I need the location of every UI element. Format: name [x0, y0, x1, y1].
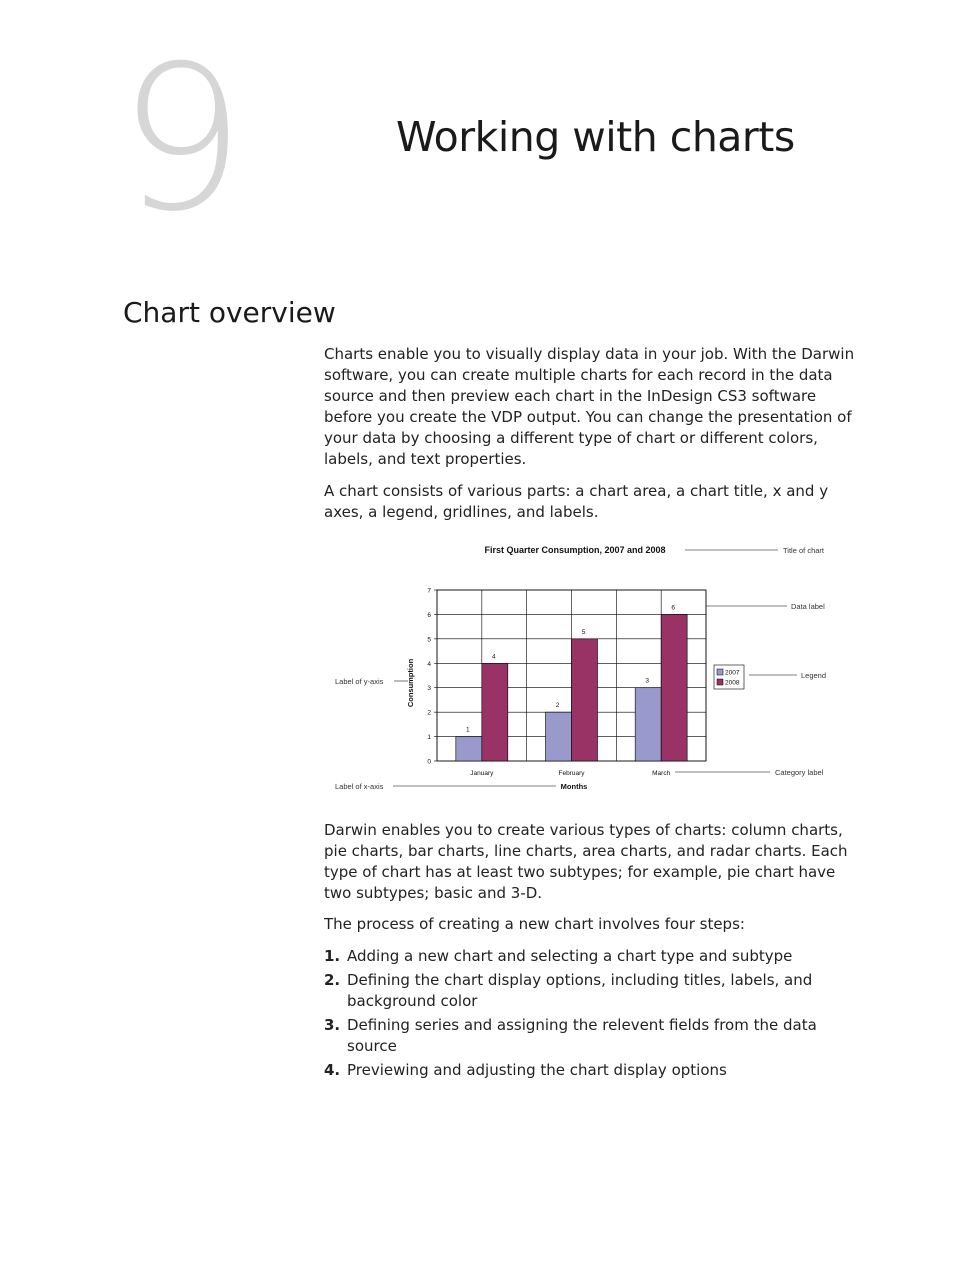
x-tick-label: March	[652, 770, 671, 777]
chapter-number: 9	[118, 23, 246, 256]
step-text: Previewing and adjusting the chart display options	[347, 1061, 727, 1079]
y-tick-label: 7	[427, 587, 431, 595]
step-item	[324, 1015, 859, 1057]
title-callout-label: Title of chart	[783, 546, 824, 555]
chart-anatomy-figure	[330, 538, 840, 800]
y-tick-label: 6	[427, 611, 431, 619]
chapter-title: Working with charts	[396, 113, 795, 161]
step-number: 1.	[324, 947, 341, 965]
section-heading: Chart overview	[123, 296, 336, 329]
y-axis-callout-label: Label of y-axis	[335, 677, 384, 686]
step-number: 4.	[324, 1061, 341, 1079]
data-label: 6	[671, 604, 675, 612]
y-tick-label: 5	[427, 636, 431, 644]
data-label: 2	[555, 702, 560, 710]
bar-2008	[482, 663, 508, 761]
y-tick-label: 1	[427, 734, 431, 742]
x-axis-label: Months	[560, 782, 588, 791]
y-tick-label: 0	[427, 758, 431, 766]
data-label: 3	[645, 677, 649, 685]
legend-entry: 2007	[725, 669, 740, 677]
legend-swatch	[717, 669, 723, 675]
bar-2007	[635, 688, 661, 761]
x-axis-callout-label: Label of x-axis	[335, 782, 384, 791]
intro-paragraph: Charts enable you to visually display data in your job. With the Darwin software, you can create multiple charts for each record in the data source and then preview each chart in the InDesign CS3 software before you create the VDP output. You can change the presentation of your data by choosing a different type of chart or different colors, labels, and text properties.	[324, 345, 855, 468]
bar-2007	[546, 712, 572, 761]
data-label: 1	[466, 726, 470, 734]
y-tick-label: 4	[427, 660, 431, 668]
data-label: 4	[492, 653, 496, 661]
data-label: 5	[581, 628, 586, 636]
step-number: 2.	[324, 971, 341, 989]
x-tick-label: January	[470, 770, 494, 777]
step-text: Defining the chart display options, including titles, labels, and background color	[347, 971, 813, 1010]
chart-svg	[330, 538, 840, 800]
legend-entry: 2008	[725, 679, 740, 687]
bar-2007	[456, 737, 482, 761]
plot-area	[427, 588, 744, 778]
category-callout-label: Category label	[775, 768, 824, 777]
legend-swatch	[717, 679, 723, 685]
y-tick-label: 3	[427, 685, 431, 693]
step-text: Adding a new chart and selecting a chart type and subtype	[347, 947, 793, 965]
chart-types-paragraph: Darwin enables you to create various types of charts: column charts, pie charts, bar charts, line charts, area charts, and radar charts. Each type of chart has at least two subtypes; for example, pie chart have two subtypes; basic and 3-D.	[324, 821, 848, 902]
step-number: 3.	[324, 1016, 341, 1034]
y-axis-label: Consumption	[406, 658, 415, 708]
steps-list	[324, 946, 859, 1084]
chart-title: First Quarter Consumption, 2007 and 2008	[484, 545, 666, 555]
legend-callout-label: Legend	[801, 671, 827, 680]
process-paragraph: The process of creating a new chart involves four steps:	[324, 915, 745, 933]
bar-2008	[572, 639, 598, 761]
y-tick-label: 2	[427, 709, 431, 717]
step-text: Defining series and assigning the relevent fields from the data source	[347, 1016, 817, 1055]
chart-parts-paragraph: A chart consists of various parts: a chart area, a chart title, x and y axes, a legend, gridlines, and labels.	[324, 482, 829, 521]
x-tick-label: February	[558, 770, 585, 777]
data-label-callout-label: Data label	[791, 602, 825, 611]
bar-2008	[661, 614, 687, 761]
step-item	[324, 946, 859, 967]
step-item	[324, 1060, 859, 1081]
step-item	[324, 970, 859, 1012]
